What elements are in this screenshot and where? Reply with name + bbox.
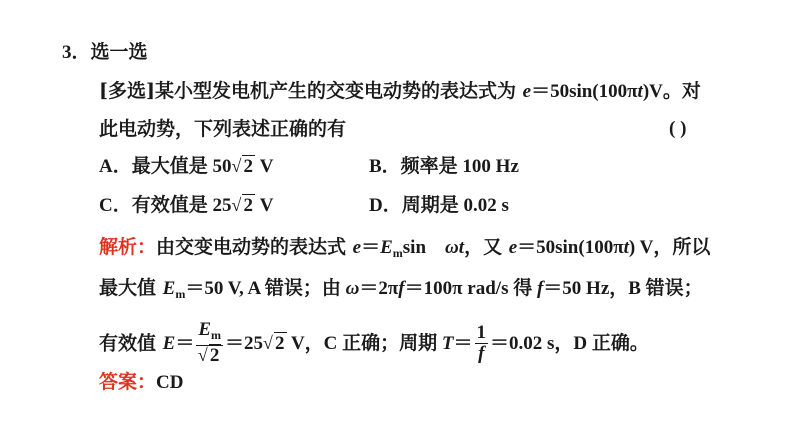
stem-text-2: 此电动势，下列表述正确的有 xyxy=(99,118,347,140)
option-a-unit: V xyxy=(259,156,274,177)
formula-rhs: ＝2π xyxy=(359,278,399,299)
option-c-root: 2 xyxy=(243,195,253,216)
formula-var-t: t xyxy=(637,81,643,102)
equals: ＝ xyxy=(361,237,381,258)
var-f: f xyxy=(536,278,544,299)
var-T: T xyxy=(441,333,454,355)
fraction-em-over-root2 xyxy=(196,320,223,366)
option-c-label: C．有效值是 25 xyxy=(99,195,232,216)
answer-line xyxy=(99,370,183,395)
analysis-line1 xyxy=(99,235,710,265)
subscript-m: m xyxy=(211,328,222,342)
analysis-text: 有效值 xyxy=(99,332,163,355)
var-omega: ω xyxy=(345,278,360,299)
option-c-unit: V xyxy=(259,195,274,216)
analysis-formula-4 xyxy=(162,319,649,366)
var-e: e xyxy=(508,237,518,258)
sin-func: sin xyxy=(402,237,446,258)
radicand: 2 xyxy=(275,333,285,355)
question-stem-line2 xyxy=(99,117,346,141)
analysis-text: ，又 xyxy=(464,236,509,258)
subscript-m: m xyxy=(175,287,186,301)
var-E: E xyxy=(198,319,212,340)
var-f: f xyxy=(478,342,485,364)
sqrt-symbol: √ 2 xyxy=(231,195,253,216)
analysis-text: ＝50 Hz，B 错误； xyxy=(543,278,703,299)
question-tag: [多选] xyxy=(99,80,155,102)
analysis-line3 xyxy=(99,319,649,368)
formula-rhs: ＝50sin(100π xyxy=(517,237,624,258)
analysis-formula-2 xyxy=(509,237,711,258)
analysis-line2 xyxy=(99,276,703,306)
question-heading xyxy=(62,40,148,65)
sqrt-symbol: √ 2 xyxy=(231,156,253,177)
analysis-formula-3 xyxy=(163,278,703,299)
fraction-numerator: 1 xyxy=(476,321,487,343)
var-omega-t: ωt xyxy=(445,237,465,258)
formula-tail: )V。对 xyxy=(642,81,701,102)
var-E: E xyxy=(162,278,176,299)
var-f: f xyxy=(398,278,405,299)
fraction-denominator xyxy=(196,346,223,366)
answer-parentheses: ( ) xyxy=(669,118,687,139)
analysis-text: 最大值 xyxy=(99,277,163,299)
analysis-text: ) V，所以 xyxy=(628,237,711,258)
sqrt-symbol: √ 2 xyxy=(197,345,220,366)
question-stem-line1 xyxy=(99,79,701,104)
var-E: E xyxy=(380,237,393,258)
question-heading-text: 选一选 xyxy=(90,41,148,63)
var-e: e xyxy=(352,237,362,258)
equals: ＝ xyxy=(175,333,195,355)
var-E: E xyxy=(162,333,176,355)
question-number: 3． xyxy=(62,42,91,63)
analysis-formula-1 xyxy=(353,237,464,258)
option-c xyxy=(99,194,273,218)
answer-value: CD xyxy=(156,372,184,393)
var-t: t xyxy=(623,237,629,258)
analysis-text: 由交变电动势的表达式 xyxy=(156,236,353,258)
stem-formula xyxy=(523,81,701,102)
equals: ＝ xyxy=(453,333,473,355)
fraction-numerator xyxy=(196,320,223,346)
sqrt-symbol: √ 2 xyxy=(263,333,285,355)
answer-label: 答案： xyxy=(99,371,157,393)
analysis-text: ＝50 V, A 错误；由 xyxy=(185,278,346,299)
fraction-one-over-f xyxy=(475,323,489,364)
subscript-m: m xyxy=(392,246,403,260)
formula-var-e: e xyxy=(522,81,532,102)
option-a-root: 2 xyxy=(243,156,253,177)
analysis-text: V，C 正确；周期 xyxy=(286,333,442,355)
fraction-denominator xyxy=(475,344,489,364)
stem-text: 某小型发电机产生的交变电动势的表达式为 xyxy=(154,80,516,102)
option-d: D．周期是 0.02 s xyxy=(369,195,509,216)
analysis-label: 解析： xyxy=(99,236,157,258)
option-b: B．频率是 100 Hz xyxy=(369,156,519,177)
analysis-text: ＝25 xyxy=(225,333,264,355)
analysis-text: ＝0.02 s，D 正确。 xyxy=(490,333,649,355)
option-a xyxy=(99,155,273,179)
formula-rhs: ＝50sin(100π xyxy=(531,81,638,102)
option-a-label: A．最大值是 50 xyxy=(99,156,232,177)
radicand: 2 xyxy=(209,345,220,366)
analysis-text: ＝100π rad/s 得 xyxy=(404,278,537,299)
